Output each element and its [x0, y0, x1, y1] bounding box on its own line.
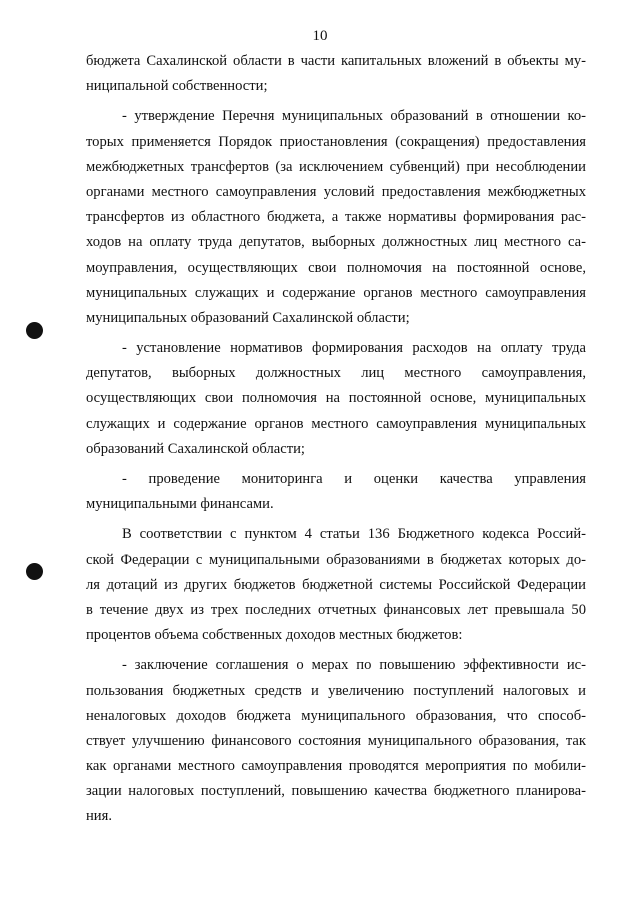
text-line: осуществляющих свои полномочия на постоянной основе, муниципальных: [86, 390, 586, 407]
text-line: - установление нормативов формирования расходов на оплату труда: [122, 340, 586, 357]
text-line: муниципальных служащих и содержание органов местного самоуправления: [86, 284, 586, 301]
text-line: ниципальной собственности;: [86, 78, 268, 95]
text-line: муниципальными финансами.: [86, 496, 274, 513]
text-line: служащих и содержание органов местного самоуправления муниципальных: [86, 415, 586, 432]
text-line: В соответствии с пунктом 4 статьи 136 Бюджетного кодекса Россий-: [122, 526, 586, 543]
text-line: в течение двух из трех последних отчетных финансовых лет превышала 50: [86, 601, 586, 618]
text-line: бюджета Сахалинской области в части капитальных вложений в объекты му-: [86, 53, 586, 69]
text-line: ходов на оплату труда депутатов, выборных должностных лиц местного са-: [86, 234, 586, 251]
text-line: органами местного самоуправления условий предоставления межбюджетных: [86, 183, 586, 200]
text-line: - заключение соглашения о мерах по повышению эффективности ис-: [122, 657, 586, 674]
text-line: неналоговых доходов бюджета муниципального образования, что способ-: [86, 707, 586, 724]
text-line: трансфертов из областного бюджета, а также нормативы формирования рас-: [86, 209, 586, 226]
text-line: ля дотаций из других бюджетов бюджетной системы Российской Федерации: [86, 576, 586, 593]
text-line: процентов объема собственных доходов местных бюджетов:: [86, 627, 463, 644]
text-line: межбюджетных трансфертов (за исключением субвенций) при несоблюдении: [86, 158, 586, 175]
text-line: - утверждение Перечня муниципальных образований в отношении ко-: [122, 108, 586, 125]
text-line: как органами местного самоуправления проводятся мероприятия по мобили-: [86, 758, 586, 775]
text-line: - проведение мониторинга и оценки качества управления: [122, 471, 586, 487]
text-line: торых применяется Порядок приостановления (сокращения) предоставления: [86, 133, 586, 150]
text-line: образований Сахалинской области;: [86, 440, 305, 457]
binder-hole-mark: [26, 563, 43, 580]
text-line: ния.: [86, 808, 112, 825]
text-line: депутатов, выборных должностных лиц местного самоуправления,: [86, 365, 586, 382]
text-line: ской Федерации с муниципальными образованиями в бюджетах которых до-: [86, 551, 586, 568]
binder-hole-mark: [26, 322, 43, 339]
page-number: 10: [312, 28, 328, 44]
text-line: ствует улучшению финансового состояния муниципального образования, так: [86, 732, 586, 749]
text-line: моуправления, осуществляющих свои полномочия на постоянной основе,: [86, 259, 586, 276]
text-line: пользования бюджетных средств и увеличению поступлений налоговых и: [86, 682, 586, 699]
document-body: [86, 49, 586, 830]
text-line: зации налоговых поступлений, повышению качества бюджетного планирова-: [86, 783, 586, 800]
text-line: муниципальных образований Сахалинской области;: [86, 309, 410, 326]
